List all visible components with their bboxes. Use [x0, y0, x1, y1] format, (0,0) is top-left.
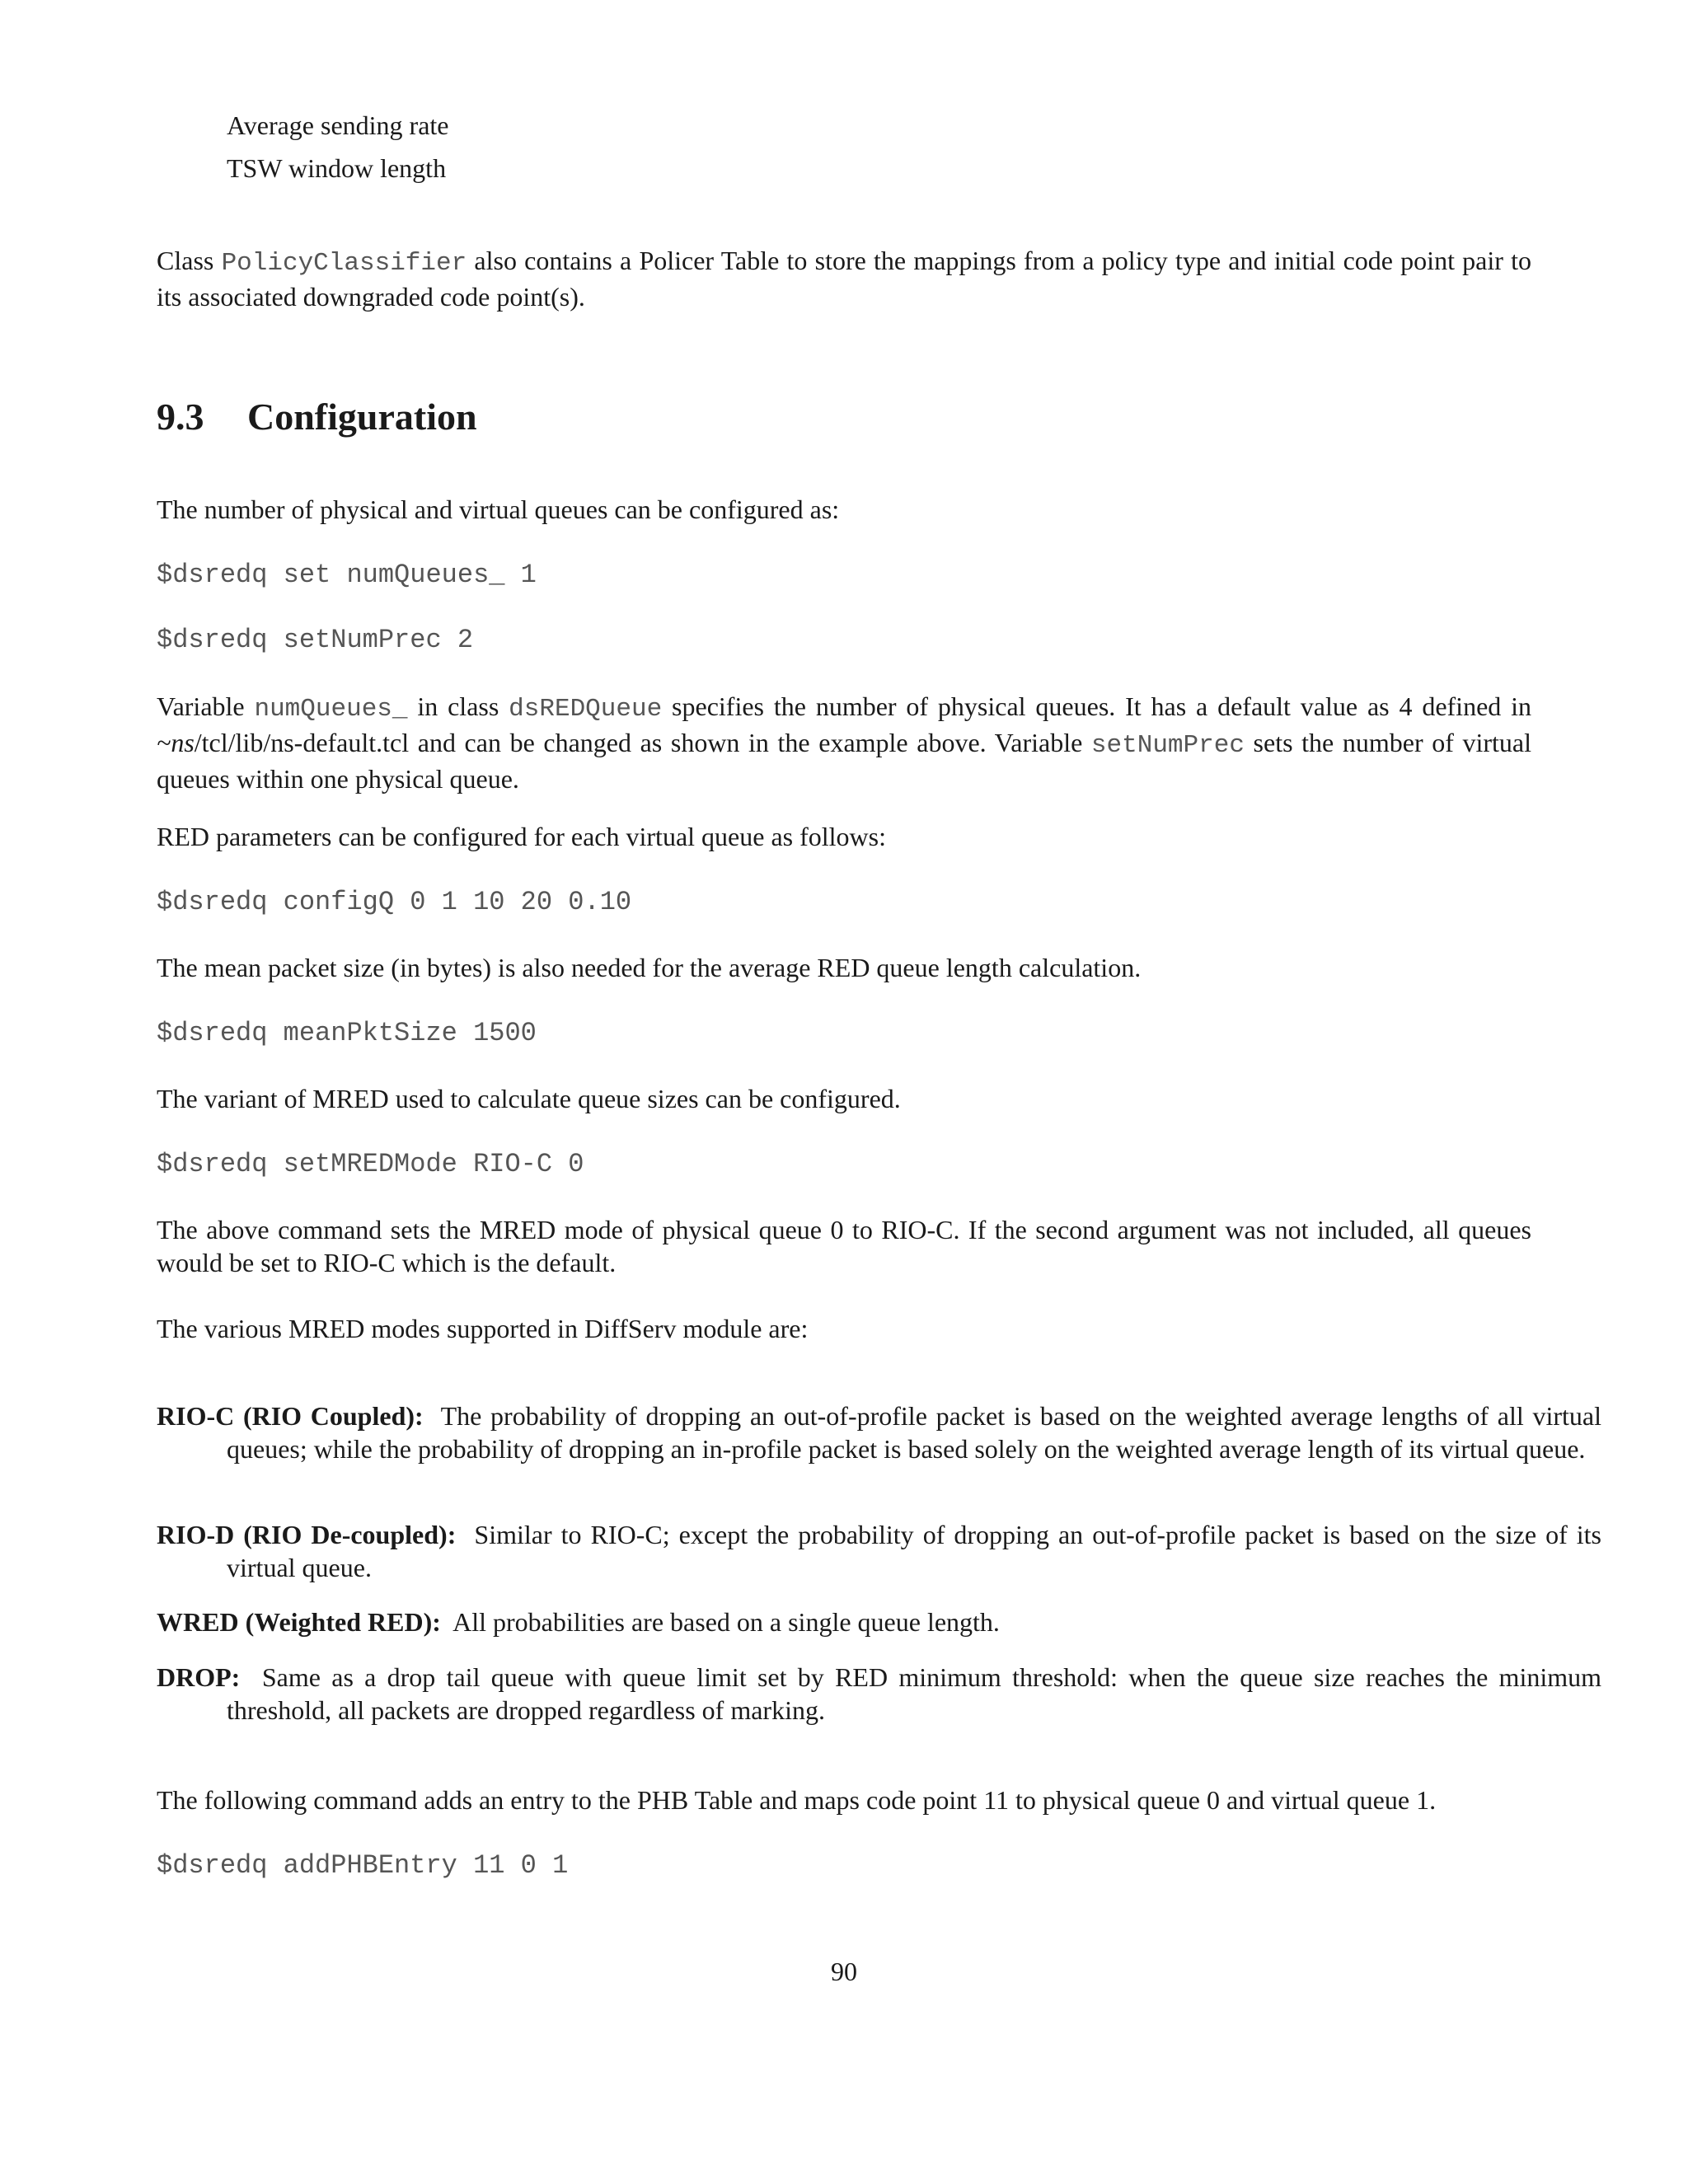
ns-path-italic: ~ns — [157, 728, 195, 757]
above-command-paragraph: The above command sets the MRED mode of physical queue 0 to RIO-C. If the second argument was not included, all queues would be set to RIO-C which is the default. — [157, 1215, 1531, 1277]
variable-text-5: sets the number of virtual queues within one physical queue. — [157, 728, 1532, 794]
policy-text-2: also contains a Policer Table to store the mappings from a policy type and initial code point pair to its associated downgraded code point(s). — [157, 246, 1532, 312]
policy-classifier-paragraph — [157, 244, 1531, 313]
mode-description: All probabilities are based on a single queue length. — [452, 1607, 1000, 1637]
section-heading — [157, 394, 477, 440]
mean-packet-paragraph: The mean packet size (in bytes) is also needed for the average RED queue length calculation. — [157, 953, 1142, 982]
policy-classifier-code: PolicyClassifier — [221, 249, 467, 278]
mode-item-wred — [157, 1605, 1601, 1638]
red-params-paragraph: RED parameters can be configured for each virtual queue as follows: — [157, 822, 886, 851]
code-set-numqueues: $dsredq set numQueues_ 1 — [157, 560, 537, 590]
section-number: 9.3 — [157, 396, 204, 438]
mode-item-rio-c — [157, 1399, 1601, 1465]
code-setnumprec: $dsredq setNumPrec 2 — [157, 625, 474, 655]
mred-modes-intro: The various MRED modes supported in DiffServ module are: — [157, 1314, 809, 1343]
mode-item-rio-d — [157, 1518, 1601, 1584]
page-number: 90 — [831, 1957, 857, 1986]
variable-paragraph — [157, 690, 1531, 795]
code-setmredmode: $dsredq setMREDMode RIO-C 0 — [157, 1149, 584, 1179]
dsredqueue-code: dsREDQueue — [509, 695, 663, 724]
mode-item-drop — [157, 1661, 1601, 1727]
code-configq: $dsredq configQ 0 1 10 20 0.10 — [157, 887, 632, 917]
code-addphbentry: $dsredq addPHBEntry 11 0 1 — [157, 1850, 569, 1881]
setnumprec-code: setNumPrec — [1090, 731, 1245, 760]
list-item-tsw-window-length: TSW window length — [227, 153, 447, 183]
variable-text-4: /tcl/lib/ns-default.tcl and can be changed as shown in the example above. Variable — [194, 728, 1091, 757]
mode-description: Similar to RIO-C; except the probability of dropping an out-of-profile packet is based on the size of its virtual queue. — [227, 1520, 1602, 1582]
code-meanpktsize: $dsredq meanPktSize 1500 — [157, 1018, 537, 1048]
variant-paragraph: The variant of MRED used to calculate queue sizes can be configured. — [157, 1084, 901, 1113]
mode-term: WRED (Weighted RED): — [157, 1607, 441, 1637]
variable-text-1: Variable — [157, 691, 255, 721]
mode-term: RIO-C (RIO Coupled): — [157, 1401, 424, 1431]
mode-term: RIO-D (RIO De-coupled): — [157, 1520, 457, 1549]
phb-paragraph: The following command adds an entry to the PHB Table and maps code point 11 to physical queue 0 and virtual queue 1. — [157, 1785, 1437, 1815]
list-item-average-sending-rate: Average sending rate — [227, 110, 449, 140]
mode-description: The probability of dropping an out-of-profile packet is based on the weighted average lengths of all virtual queues; while the probability of dropping an in-profile packet is based solely on the weighted average length of its virtual queue. — [227, 1401, 1602, 1464]
policy-text-1: Class — [157, 246, 222, 275]
variable-text-3: specifies the number of physical queues. It has a default value as 4 defined in — [662, 691, 1532, 721]
variable-text-2: in class — [407, 691, 509, 721]
section-title: Configuration — [247, 396, 477, 438]
numqueues-code: numQueues_ — [254, 695, 408, 724]
config-intro-paragraph: The number of physical and virtual queues can be configured as: — [157, 494, 840, 524]
mode-description: Same as a drop tail queue with queue limit set by RED minimum threshold: when the queue size reaches the minimum threshold, all packets are dropped regardless of marking. — [227, 1662, 1602, 1725]
mode-term: DROP: — [157, 1662, 241, 1692]
